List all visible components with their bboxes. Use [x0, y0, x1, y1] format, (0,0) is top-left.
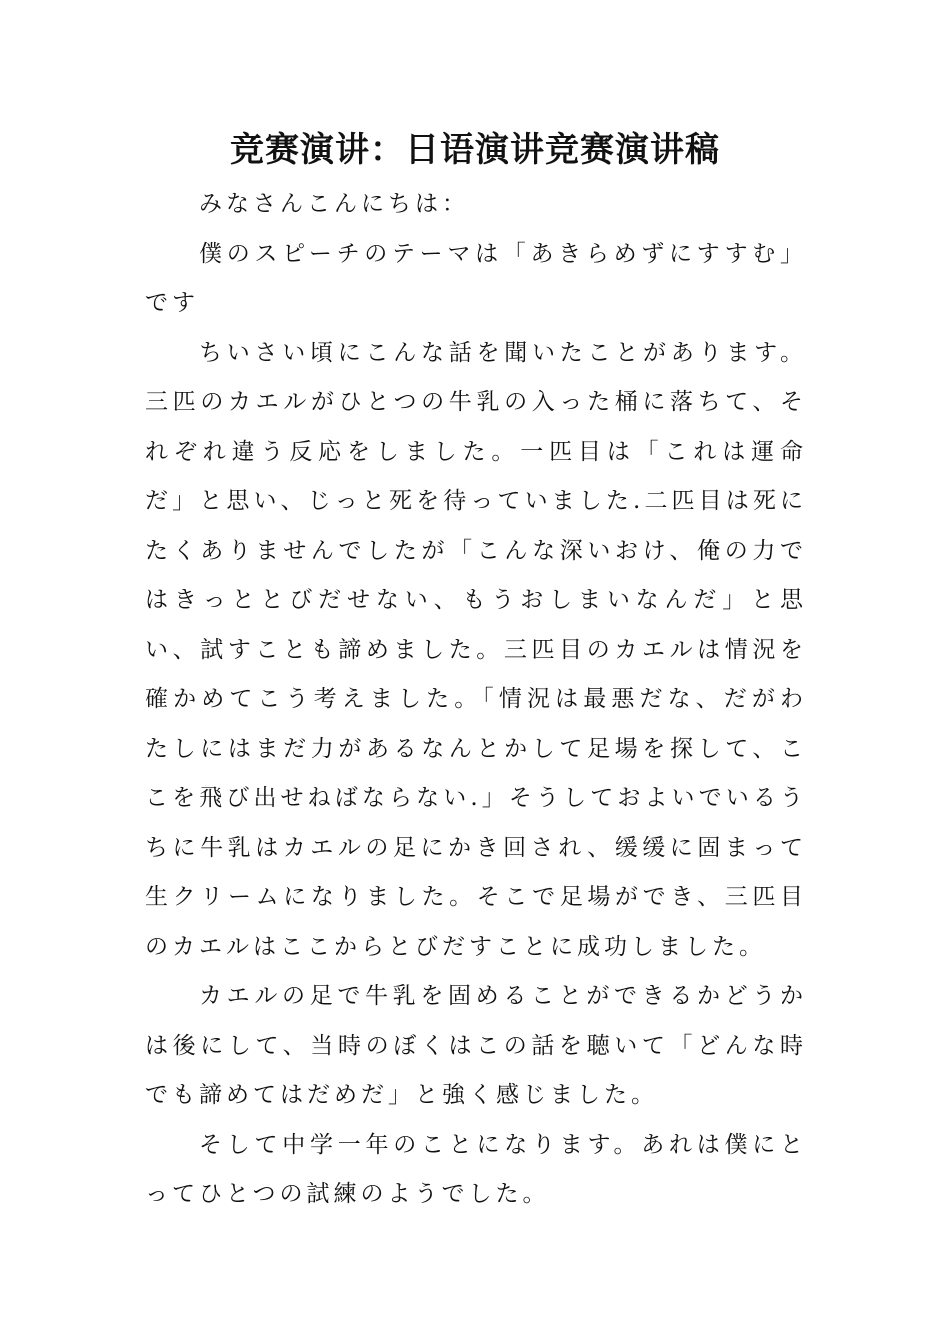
paragraph-lesson: カエルの足で牛乳を固めることができるかどうかは後にして、当時のぼくはこの話を聴いて「どんな時でも諦めてはだめだ」と強く感じました。 [145, 983, 807, 1108]
paragraph-greeting: みなさんこんにちは： [199, 191, 469, 217]
paragraph-middle-school: そして中学一年のことになります。あれは僕にとってひとつの試練のようでした。 [145, 1131, 807, 1207]
paragraph-frog-story: ちいさい頃にこんな話を聞いたことがあります。三匹のカエルがひとつの牛乳の入った桶に落ちて、それぞれ違う反応をしました。一匹目は「これは運命だ」と思い、じっと死を待っていました.二匹目は死にたくありませんでしたが「こんな深いおけ、俺の力ではきっととびだせない、もうおしまいなんだ」と思い、試すことも諦めました。三匹目のカエルは情況を確かめてこう考えました。「情況は最悪だな、だがわたしにはまだ力があるなんとかして足場を探して、ここを飛び出せねばならない.」そうしておよいでいるうちに牛乳はカエルの足にかき回され、缓缓に固まって生クリームになりました。そこで足場ができ、三匹目のカエルはここからとびだすことに成功しました。 [145, 339, 807, 960]
document-body [145, 180, 807, 1220]
paragraph-theme: 僕のスピーチのテーマは「あきらめずにすすむ」です [145, 240, 807, 316]
page-title: 竞赛演讲：日语演讲竞赛演讲稿 [230, 130, 720, 170]
